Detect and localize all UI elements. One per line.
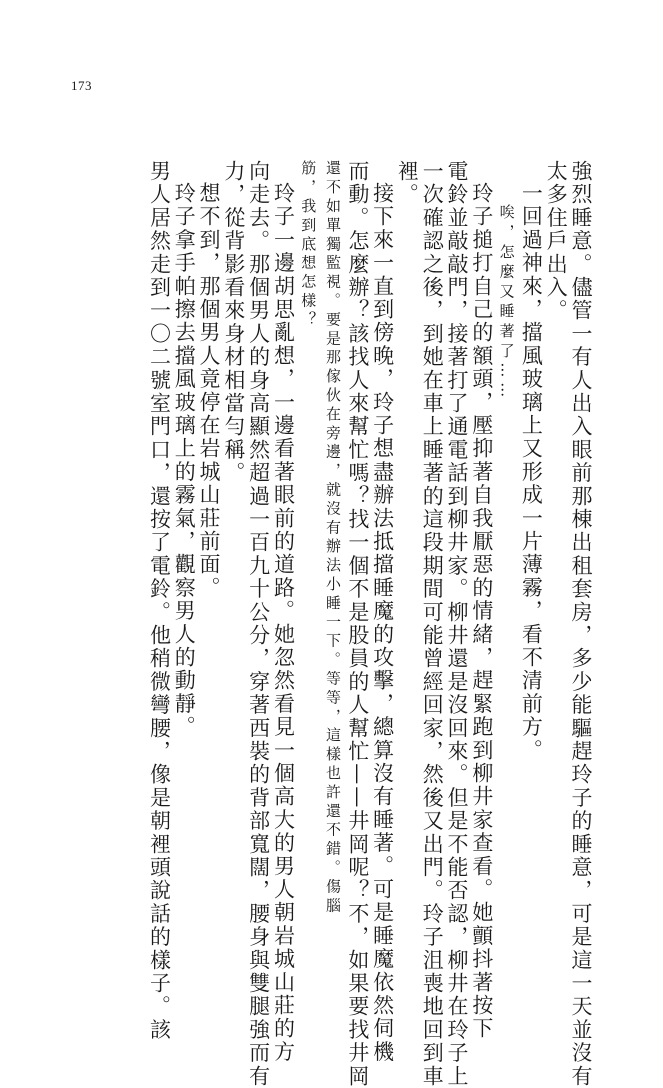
text-column: 強烈睡意。儘管一有人出入眼前那棟出租套房，多少能驅趕玲子的睡意，可是這一天並沒有 <box>569 160 593 1088</box>
text-column: 而動。怎麼辦？該找人來幫忙嗎？找一個不是股員的人幫忙——井岡呢？不，如果要找井岡 <box>345 160 370 1088</box>
text-column: 玲子一邊胡思亂想，一邊看著眼前的道路。她忽然看見一個高大的男人朝岩城山莊的方 <box>271 182 296 1064</box>
text-column: 玲子拿手帕擦去擋風玻璃上的霧氣，觀察男人的動靜。 <box>172 182 197 739</box>
text-column: 太多住戶出入。 <box>544 160 569 323</box>
text-column: 接下來一直到傍晚，玲子想盡辦法抵擋睡魔的攻擊，總算沒有睡著。可是睡魔依然伺機 <box>370 182 395 1064</box>
text-column: 一回過神來，擋風玻璃上又形成一片薄霧，看不清前方。 <box>519 182 544 762</box>
text-column: 一次確認之後，到她在車上睡著的這段期間可能曾經回家，然後又出門。玲子沮喪地回到車 <box>420 160 445 1088</box>
text-column: 裡。 <box>395 160 420 207</box>
text-column: 玲子搥打自己的額頭，壓抑著自我厭惡的情緒，趕緊跑到柳井家查看。她顫抖著按下 <box>469 182 494 1041</box>
text-column: 唉，怎麼又睡著了…… <box>497 204 516 402</box>
text-column: 電鈴並敲敲門，接著打了通電話到柳井家。柳井還是沒回來。但是不能否認，柳井在玲子上 <box>445 160 470 1088</box>
page-number: 173 <box>71 78 92 93</box>
text-column: 男人居然走到一〇二號室門口，還按了電鈴。他稍微彎腰，像是朝裡頭說話的樣子。該 <box>147 160 172 1042</box>
text-column: 還不如單獨監視。要是那傢伙在旁邊，就沒有辦法小睡一下。等等，這樣也許還不錯。傷腦 <box>324 160 343 916</box>
text-column: 力，從背影看來身材相當勻稱。 <box>221 160 246 485</box>
text-column: 向走去。那個男人的身高顯然超過一百九十公分，穿著西裝的背部寬闊，腰身與雙腿強而有 <box>246 160 271 1088</box>
vertical-text-block <box>147 160 593 1088</box>
text-column: 想不到，那個男人竟停在岩城山莊前面。 <box>197 182 222 600</box>
text-column: 筋，我到底想怎樣？ <box>299 160 318 331</box>
